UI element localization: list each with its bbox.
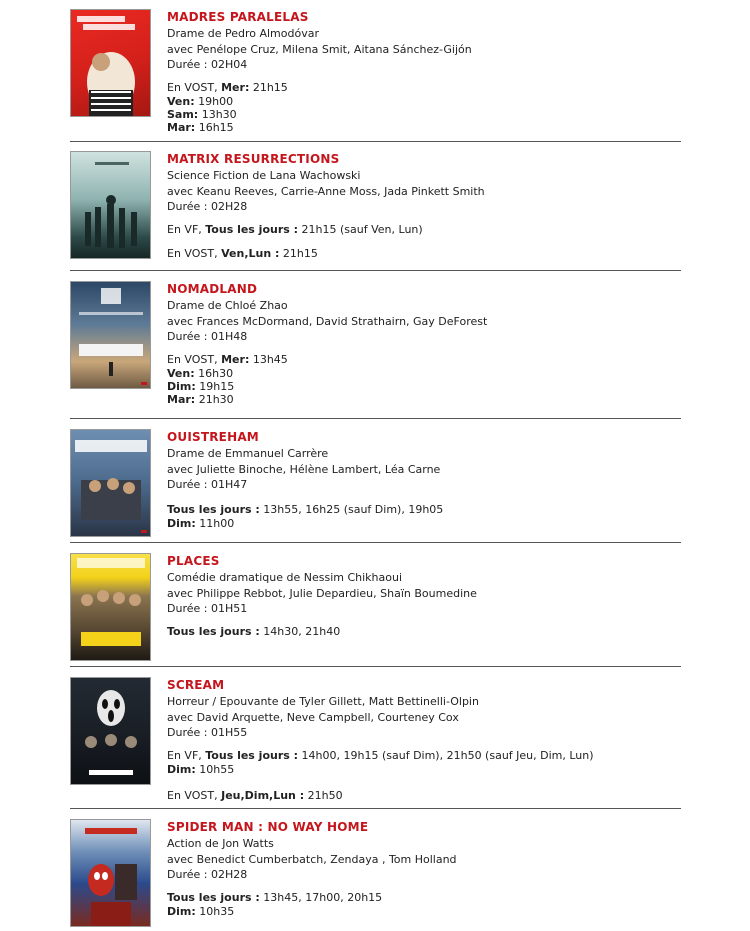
showtime-day: Tous les jours : — [205, 748, 299, 762]
film-duration: Durée : 02H28 — [167, 200, 248, 213]
showtime-line — [167, 121, 677, 134]
poster-art — [71, 430, 151, 537]
film-genre: Drame de Pedro Almodóvar — [167, 27, 319, 40]
showtime-day: Dim: — [167, 517, 196, 530]
showtime-times: 16h15 — [195, 121, 234, 134]
divider — [70, 270, 681, 271]
film-genre: Horreur / Epouvante de Tyler Gillett, Matt Bettinelli-Olpin — [167, 695, 479, 708]
divider — [70, 666, 681, 667]
showtime-times: 21h15 — [249, 80, 288, 94]
film-cast: avec Juliette Binoche, Hélène Lambert, Léa Carne — [167, 462, 441, 476]
film-info — [167, 553, 677, 639]
showtime-prefix: En VF, — [167, 222, 206, 236]
showtime-day: Tous les jours : — [205, 222, 299, 236]
divider — [70, 542, 681, 543]
showtime-day: Tous les jours : — [167, 502, 260, 516]
showtime-day: Ven: — [167, 367, 195, 380]
film-info — [167, 429, 677, 530]
film-title[interactable]: MADRES PARALELAS — [167, 10, 309, 24]
showtime-day: Mar: — [167, 393, 196, 406]
poster-matrix-resurrections[interactable] — [70, 151, 151, 259]
showtime-prefix: En VOST, — [167, 789, 222, 802]
showtime-line — [167, 246, 677, 262]
film-duration: Durée : 01H55 — [167, 726, 248, 739]
showtime-line — [167, 80, 677, 96]
film-cast: avec David Arquette, Neve Campbell, Courteney Cox — [167, 710, 459, 724]
showtime-line — [167, 222, 677, 238]
showtime-times: 21h30 — [195, 393, 234, 406]
film-info — [167, 151, 677, 262]
film-cast: avec Frances McDormand, David Strathairn, Gay DeForest — [167, 314, 488, 328]
poster-madres-paralelas[interactable] — [70, 9, 151, 117]
showtime-times: 10h55 — [195, 763, 235, 776]
film-duration: Durée : 01H47 — [167, 478, 248, 491]
film-cast: avec Keanu Reeves, Carrie-Anne Moss, Jada Pinkett Smith — [167, 184, 485, 198]
showtime-day: Jeu,Dim,Lun : — [221, 789, 305, 802]
divider — [70, 808, 681, 809]
film-genre: Action de Jon Watts — [167, 837, 274, 850]
showtime-line — [167, 517, 677, 530]
showtime-line — [167, 108, 677, 121]
film-cast: avec Philippe Rebbot, Julie Depardieu, Shaïn Boumedine — [167, 586, 477, 600]
showtime-line — [167, 352, 677, 368]
showtime-times: 10h35 — [195, 905, 235, 918]
film-genre: Drame de Emmanuel Carrère — [167, 447, 329, 460]
film-genre: Science Fiction de Lana Wachowski — [167, 169, 361, 182]
showtime-day: Dim: — [167, 380, 196, 393]
showtime-day: Mar: — [167, 121, 196, 134]
film-title[interactable]: SPIDER MAN : NO WAY HOME — [167, 820, 369, 834]
showtime-line — [167, 763, 677, 776]
film-duration: Durée : 01H51 — [167, 602, 248, 615]
divider — [70, 141, 681, 142]
poster-art — [71, 282, 151, 389]
showtime-day: Tous les jours : — [167, 624, 260, 638]
film-info — [167, 677, 677, 804]
film-title[interactable]: NOMADLAND — [167, 282, 258, 296]
showtime-times: 14h00, 19h15 (sauf Dim), 21h50 (sauf Jeu, Dim, Lun) — [298, 748, 594, 762]
showtime-line — [167, 748, 677, 764]
poster-scream[interactable] — [70, 677, 151, 785]
film-title[interactable]: PLACES — [167, 554, 220, 568]
showtime-line — [167, 95, 677, 108]
showtime-line — [167, 890, 677, 906]
poster-art — [71, 554, 151, 661]
showtime-day: Mer: — [221, 352, 250, 366]
film-cast: avec Benedict Cumberbatch, Zendaya , Tom Holland — [167, 852, 457, 866]
poster-art — [71, 820, 151, 927]
film-cast: avec Penélope Cruz, Milena Smit, Aitana Sánchez-Gijón — [167, 42, 472, 56]
showtime-line — [167, 367, 677, 380]
showtime-line — [167, 624, 677, 640]
poster-nomadland[interactable] — [70, 281, 151, 389]
film-duration: Durée : 02H04 — [167, 58, 248, 71]
divider — [70, 418, 681, 419]
showtime-times: 13h55, 16h25 (sauf Dim), 19h05 — [259, 502, 444, 516]
showtime-prefix: En VOST, — [167, 80, 222, 94]
showtime-line — [167, 380, 677, 393]
showtime-times: 21h15 (sauf Ven, Lun) — [298, 222, 423, 236]
film-title[interactable]: MATRIX RESURRECTIONS — [167, 152, 340, 166]
film-genre: Drame de Chloé Zhao — [167, 299, 288, 312]
poster-places[interactable] — [70, 553, 151, 661]
showtime-times: 16h30 — [194, 367, 234, 380]
showtime-line — [167, 788, 677, 804]
poster-art — [71, 10, 151, 117]
showtime-day: Ven,Lun : — [221, 247, 280, 260]
film-duration: Durée : 01H48 — [167, 330, 248, 343]
showtime-times: 21h15 — [279, 247, 318, 260]
showtime-times: 21h50 — [304, 789, 343, 802]
showtime-prefix: En VF, — [167, 748, 206, 762]
poster-art — [71, 152, 151, 259]
showtime-day: Tous les jours : — [167, 890, 260, 904]
showtime-times: 13h45 — [249, 352, 288, 366]
poster-ouistreham[interactable] — [70, 429, 151, 537]
film-title[interactable]: OUISTREHAM — [167, 430, 259, 444]
showtime-day: Dim: — [167, 763, 196, 776]
film-info — [167, 281, 677, 406]
showtime-prefix: En VOST, — [167, 247, 222, 260]
showtime-day: Ven: — [167, 95, 195, 108]
showtime-day: Mer: — [221, 80, 250, 94]
film-info — [167, 9, 677, 134]
poster-art — [71, 678, 151, 785]
showtime-day: Sam: — [167, 108, 199, 121]
film-title[interactable]: SCREAM — [167, 678, 225, 692]
showtime-day: Dim: — [167, 905, 196, 918]
showtime-prefix: En VOST, — [167, 352, 222, 366]
film-genre: Comédie dramatique de Nessim Chikhaoui — [167, 571, 403, 584]
showtime-times: 11h00 — [195, 517, 235, 530]
film-duration: Durée : 02H28 — [167, 868, 248, 881]
showtime-times: 13h30 — [198, 108, 237, 121]
poster-spider-man[interactable] — [70, 819, 151, 927]
showtime-line — [167, 905, 677, 918]
showtime-times: 13h45, 17h00, 20h15 — [259, 890, 383, 904]
showtime-times: 14h30, 21h40 — [259, 624, 341, 638]
showtime-times: 19h00 — [194, 95, 234, 108]
showtime-line — [167, 502, 677, 518]
showtime-line — [167, 393, 677, 406]
film-info — [167, 819, 677, 918]
showtime-times: 19h15 — [195, 380, 235, 393]
